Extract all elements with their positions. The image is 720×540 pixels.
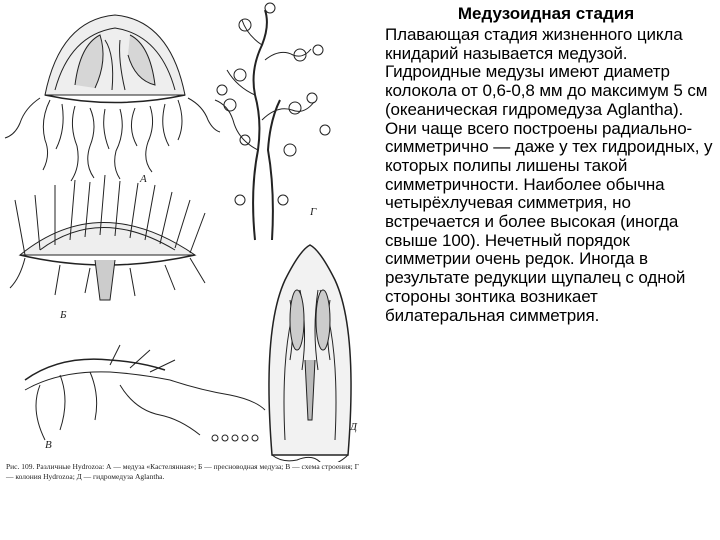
figure-caption: Рис. 109. Различные Hydrozoa: А — медуза «Кастелянная»; Б — пресноводная медуза; В — схема строения; Г — колония Hydrozoa; Д — гидромедуза Aglantha. [6, 462, 359, 481]
figure-letter-d: Д [350, 421, 357, 433]
colony-g-drawing [215, 3, 330, 240]
figure-letter-v: В [45, 439, 52, 451]
aglantha-d-drawing [269, 245, 351, 462]
medusa-b-drawing [10, 175, 205, 300]
slide-body-text: Плавающая стадия жизненного цикла книдарий называется медузой. Гидроидные медузы имеют диаметр колокола от 0,6-0,8 мм до максимум 5 см (океаническая гидромедуза Aglantha). Они чаще всего построены радиально-симметрично — даже у тех гидроидных, у которых полипы лишены такой симметричности. Наиболее обычна четырёхлучевая симметрия, но встречается и более высокая (иногда свыше 100). Нечетный порядок симметрии очень редок. Иногда в результате редукции щупалец с одной стороны зонтика возникает билатеральная симметрия. [385, 25, 713, 325]
figure-letter-a: А [140, 173, 147, 185]
hydrozoa-illustration [0, 0, 372, 462]
figure-letter-g: Г [310, 206, 317, 218]
slide-title: Медузоидная стадия [457, 4, 635, 23]
figure-letter-b: Б [60, 309, 67, 321]
schema-v-drawing [25, 345, 265, 441]
jellyfish-a-drawing [5, 15, 220, 181]
